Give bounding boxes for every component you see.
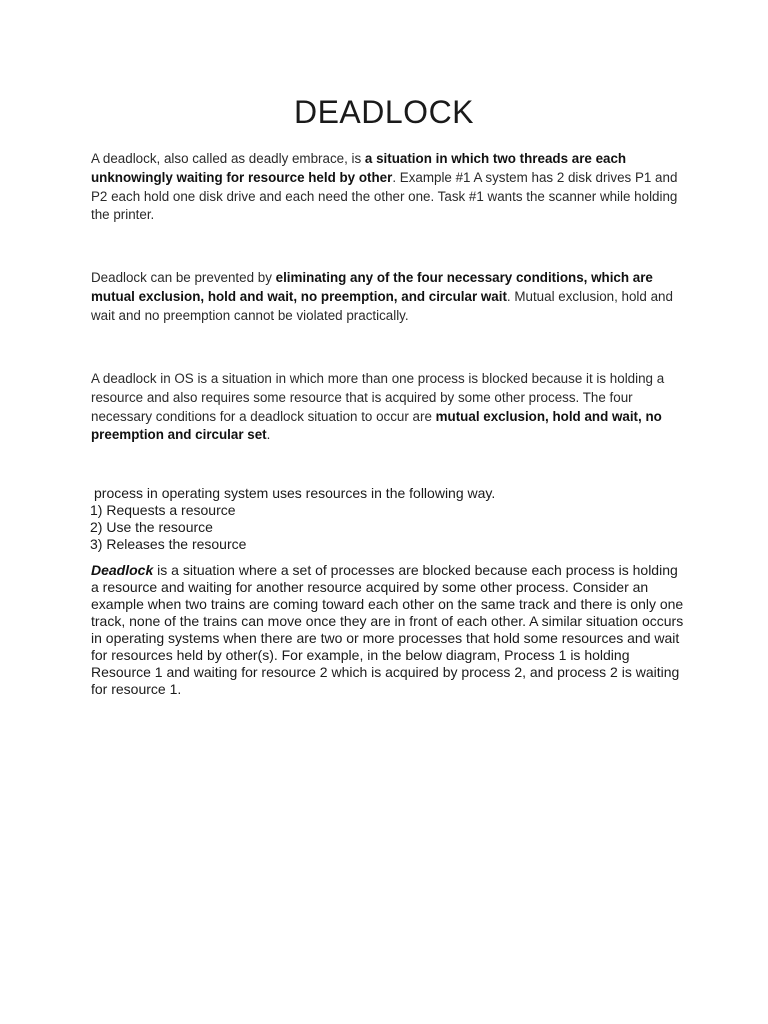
list-item: 1) Requests a resource [90, 502, 236, 518]
paragraph-deadlock-in-os [91, 370, 681, 445]
paragraph-bold-text: eliminating any of the four necessary conditions, which are mutual exclusion, hold and wait, no preemption, and circular wait [91, 270, 653, 304]
list-item: 3) Releases the resource [90, 536, 247, 552]
deadlock-term: Deadlock [91, 562, 154, 578]
paragraph-bold-text: mutual exclusion, hold and wait, no preemption and circular set [91, 408, 662, 443]
paragraph-deadlock-prevention [91, 269, 681, 325]
paragraph-text: . [266, 427, 271, 443]
list-item: 2) Use the resource [90, 519, 213, 535]
list-intro: process in operating system uses resources in the following way. [94, 485, 496, 501]
paragraph-text: Deadlock can be prevented by [91, 270, 276, 285]
paragraph-bold-text: a situation in which two threads are each unknowingly waiting for resource held by other [91, 151, 627, 185]
paragraph-deadlock-definition [91, 150, 681, 225]
paragraph-deadlock-explanation [91, 562, 687, 698]
paragraph-text: A deadlock, also called as deadly embrace, is [91, 151, 365, 166]
paragraph-text: A deadlock in OS is a situation in which more than one process is blocked because it is holding a resource and also requires some resource that is acquired by some other process. The four necessary conditions for a deadlock situation to occur are [91, 371, 665, 424]
paragraph-text: . Mutual exclusion, hold and wait and no preemption cannot be violated practically. [91, 288, 673, 323]
paragraph-bold-italic-text [91, 562, 153, 578]
resource-usage-list [90, 485, 690, 553]
paragraph-text: is a situation where a set of processes are blocked because each process is holding a resource and waiting for another resource acquired by some other process. Consider an example when two trains are coming toward each other on the same track and there is only one track, none of the trains can move once they are in front of each other. A similar situation occurs in operating systems when there are two or more processes that hold some resources and wait for resources held by other(s). For example, in the below diagram, Process 1 is holding Resource 1 and waiting for resource 2 which is acquired by process 2, and process 2 is waiting for resource 1. [91, 562, 684, 697]
page-title: DEADLOCK [293, 94, 475, 130]
paragraph-text: . Example #1 A system has 2 disk drives P1 and P2 each hold one disk drive and each need the other one. Task #1 wants the scanner while holding the printer. [91, 169, 678, 223]
